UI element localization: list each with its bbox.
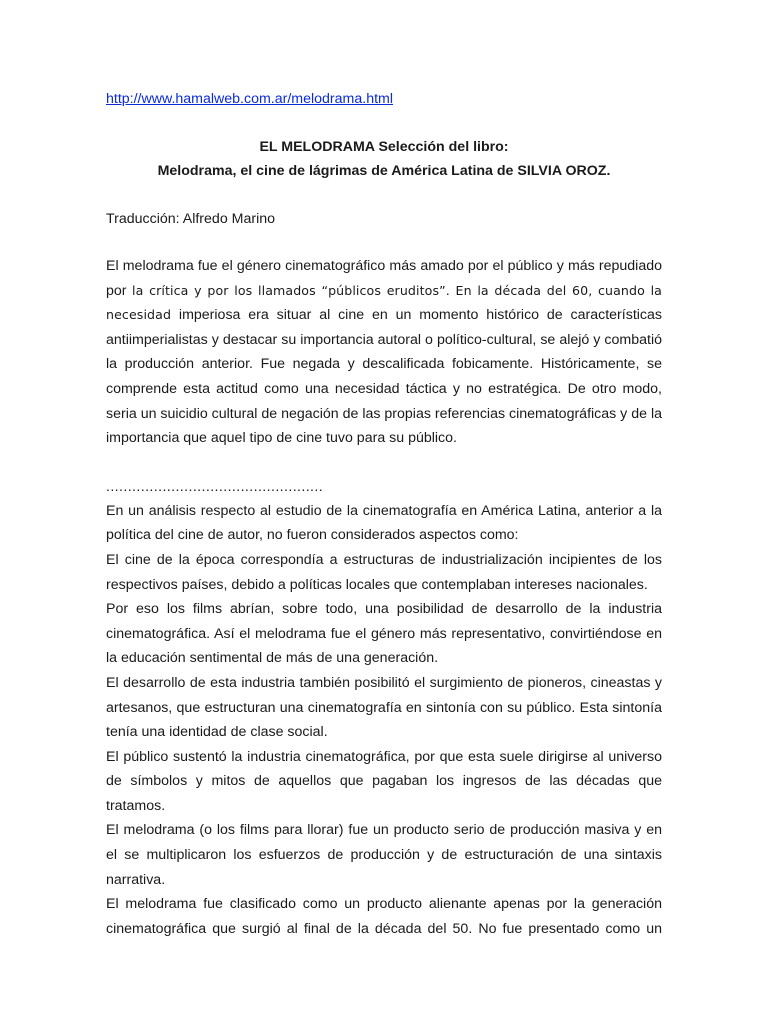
source-link[interactable]: http://www.hamalweb.com.ar/melodrama.html — [106, 91, 394, 107]
title-line-2: Melodrama, el cine de lágrimas de América Latina de SILVIA OROZ. — [157, 163, 611, 179]
document-title — [106, 135, 662, 183]
paragraph: El melodrama (o los films para llorar) fue un producto serio de producción masiva y en el se multiplicaron los esfuerzos de producción y de estructuración de una sintaxis narrativa. — [106, 822, 662, 888]
intro-paragraph — [106, 254, 662, 451]
document-page — [106, 86, 662, 941]
analysis-section — [106, 499, 662, 942]
paragraph: El desarrollo de esta industria también posibilitó el surgimiento de pioneros, cineastas y artesanos, que estructuran una cinematografía en sintonía con su público. Esta sintonía tenía una identidad de clase social. — [106, 674, 662, 741]
paragraph: El cine de la época correspondía a estructuras de industrialización incipientes de los respectivos países, debido a políticas locales que contemplaban intereses nacionales. — [106, 551, 662, 593]
paragraph: En un análisis respecto al estudio de la cinematografía en América Latina, anterior a la política del cine de autor, no fueron considerados aspectos como: — [106, 502, 662, 544]
paragraph: El público sustentó la industria cinematográfica, por que esta suele dirigirse al universo de símbolos y mitos de aquellos que pagaban los ingresos de las décadas que tratamos. — [106, 748, 662, 814]
intro-text-end: imperiosa era situar al cine en un momento histórico de características antiimperialistas y destacar su importancia autoral o político-cultural, se alejó y combatió la producción anterior. Fue negada y descalificada fobicamente. Históricamente, se comprende esta actitud como una necesidad táctica y no estratégica. De otro modo, seria un suicidio cultural de negación de las propias referencias cinematográficas y de la importancia que aquel tipo de cine tuvo para su público. — [106, 307, 662, 447]
intro-text-start: El melodrama fue el género cinematográfico más amado por el público y más repudiado por — [106, 258, 662, 299]
section-separator: .................................................. — [106, 478, 324, 495]
intro-text-critica: la crítica y por los llamados “públicos eruditos”. En la década del 60, cuando la necesidad — [106, 282, 663, 323]
paragraph: Por eso los films abrían, sobre todo, una posibilidad de desarrollo de la industria cinematográfica. Así el melodrama fue el género más representativo, convirtiéndose en la educación sentimental de más de una generación. — [106, 601, 662, 667]
translator-credit: Traducción: Alfredo Marino — [106, 211, 276, 227]
title-line-1: EL MELODRAMA Selección del libro: — [259, 139, 509, 155]
paragraph: El melodrama fue clasificado como un producto alienante apenas por la generación cinematográfica que surgió al final de la década del 50. No fue presentado como un — [106, 896, 662, 937]
